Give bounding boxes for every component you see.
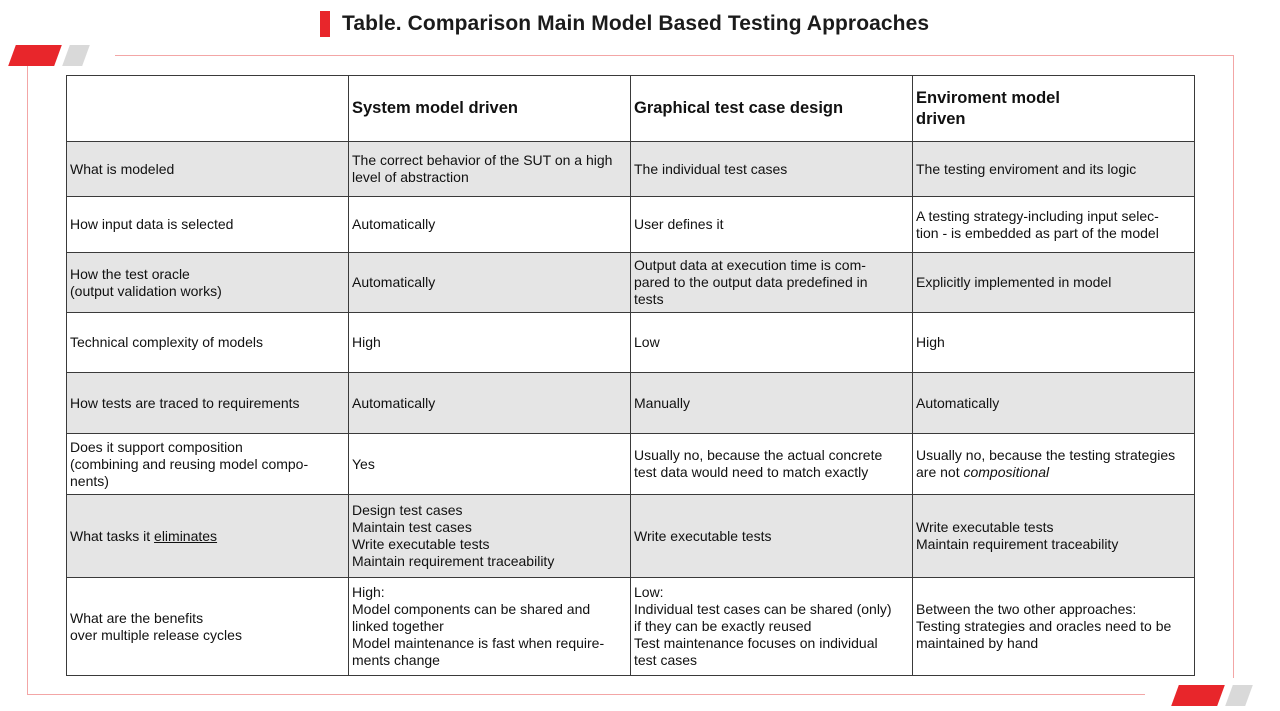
top-left-red-parallelogram (8, 45, 62, 66)
page-title: Table. Comparison Main Model Based Testing Approaches (342, 12, 930, 35)
comparison-table (66, 75, 1195, 676)
table-row (67, 253, 1195, 313)
table-cell: Output data at execution time is com- pared to the output data predefined in tests (631, 253, 913, 313)
table-row (67, 313, 1195, 373)
frame-line-right (1233, 55, 1234, 678)
row-label: How tests are traced to requirements (67, 373, 349, 434)
table-cell: High: Model components can be shared and linked together Model maintenance is fast when require- ments change (349, 578, 631, 676)
table-cell: Write executable tests (631, 495, 913, 578)
table-cell: Yes (349, 434, 631, 495)
header-cell-empty (67, 76, 349, 142)
row-label (67, 495, 349, 578)
frame-line-bottom (27, 694, 1145, 695)
table-cell: The correct behavior of the SUT on a high level of abstraction (349, 142, 631, 197)
row-label-underlined: eliminates (154, 527, 218, 544)
title-area (320, 10, 929, 38)
header-row (67, 76, 1195, 142)
table-cell: Between the two other approaches: Testing strategies and oracles need to be maintained by hand (913, 578, 1195, 676)
row-label-prefix: What tasks it (70, 527, 151, 544)
table-cell: Low (631, 313, 913, 373)
row-label: Does it support composition (combining and reusing model compo- nents) (67, 434, 349, 495)
table-cell: Write executable tests Maintain requirement traceability (913, 495, 1195, 578)
bottom-right-grey-parallelogram (1225, 685, 1253, 706)
cell-text: Usually no, because the testing strategies are not (916, 447, 1176, 480)
table-row (67, 373, 1195, 434)
table-row (67, 142, 1195, 197)
table-cell: A testing strategy-including input selec- tion - is embedded as part of the model (913, 197, 1195, 253)
table-cell: Explicitly implemented in model (913, 253, 1195, 313)
row-label: Technical complexity of models (67, 313, 349, 373)
frame-line-left (27, 66, 28, 694)
table-row (67, 197, 1195, 253)
table-cell: Automatically (349, 197, 631, 253)
table-cell: Automatically (913, 373, 1195, 434)
table-cell: The individual test cases (631, 142, 913, 197)
table-cell: Automatically (349, 253, 631, 313)
table-cell: The testing enviroment and its logic (913, 142, 1195, 197)
table-cell: Design test cases Maintain test cases Write executable tests Maintain requirement traceability (349, 495, 631, 578)
header-system-model-driven: System model driven (349, 76, 631, 142)
header-enviroment-model-driven: Enviroment model driven (913, 76, 1195, 142)
row-label: How input data is selected (67, 197, 349, 253)
table-row (67, 434, 1195, 495)
top-left-grey-parallelogram (62, 45, 90, 66)
table-row (67, 495, 1195, 578)
table-cell: High (349, 313, 631, 373)
table-cell: User defines it (631, 197, 913, 253)
frame-line-top (115, 55, 1233, 56)
header-graphical-test-case-design: Graphical test case design (631, 76, 913, 142)
italic-term: compositional (963, 464, 1050, 480)
table-cell: High (913, 313, 1195, 373)
title-accent-bar (320, 11, 330, 37)
row-label: What is modeled (67, 142, 349, 197)
table-cell-composition-enviroment (913, 434, 1195, 495)
table-cell: Low: Individual test cases can be shared (only) if they can be exactly reused Test maintenance focuses on individual test cases (631, 578, 913, 676)
table-cell: Manually (631, 373, 913, 434)
bottom-right-red-parallelogram (1171, 685, 1225, 706)
row-label: How the test oracle (output validation works) (67, 253, 349, 313)
table-cell: Usually no, because the actual concrete test data would need to match exactly (631, 434, 913, 495)
table-row (67, 578, 1195, 676)
table-cell: Automatically (349, 373, 631, 434)
row-label: What are the benefits over multiple release cycles (67, 578, 349, 676)
